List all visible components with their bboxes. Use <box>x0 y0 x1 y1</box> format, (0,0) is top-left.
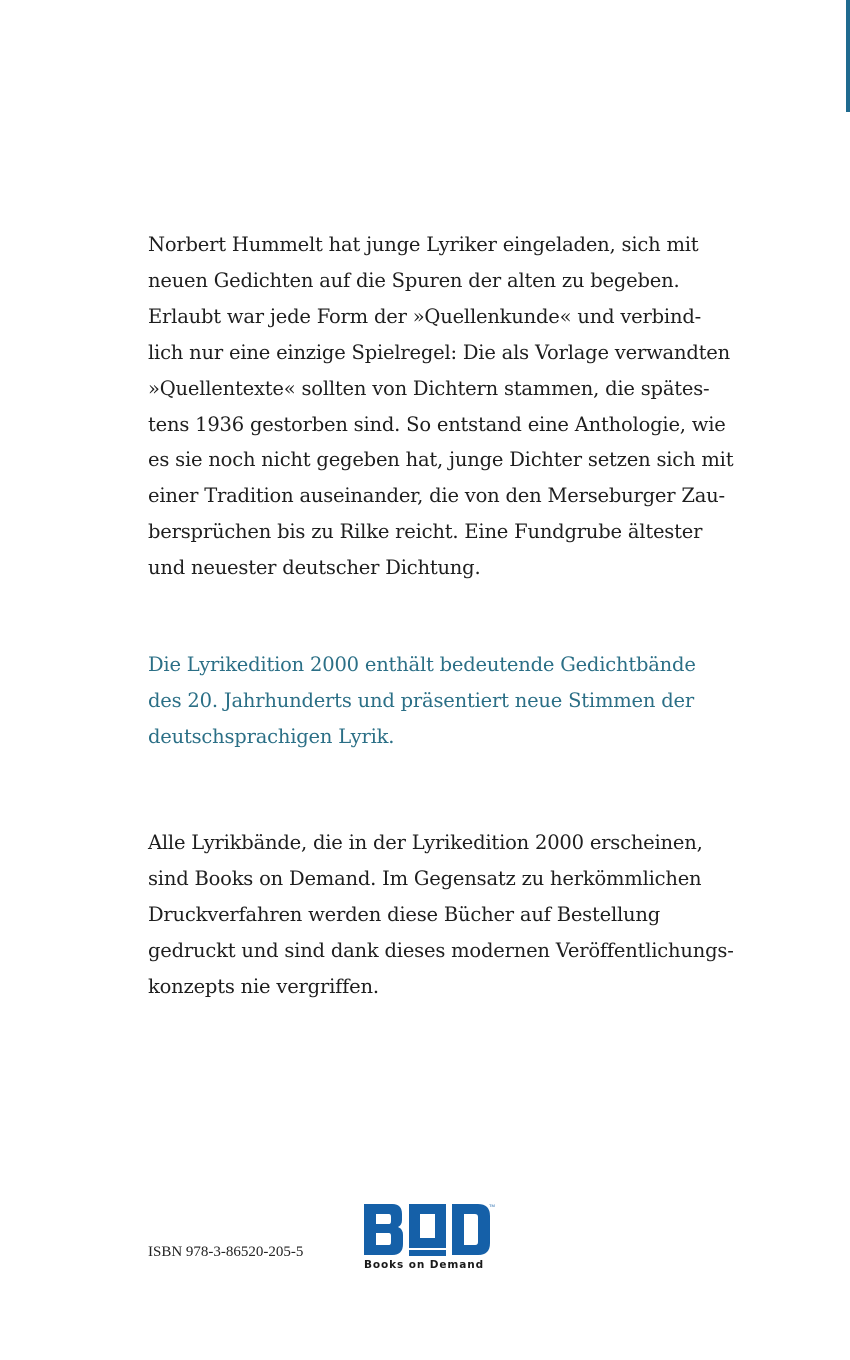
svg-text:TM: TM <box>489 1203 495 1208</box>
svg-text:Books on Demand: Books on Demand <box>364 1259 485 1271</box>
text-line: es sie noch nicht gegeben hat, junge Dichter setzen sich mit <box>148 448 734 472</box>
text-line: Erlaubt war jede Form der »Quellenkunde« und verbind- <box>148 304 701 328</box>
text-line: Alle Lyrikbände, die in der Lyrikedition 2000 erscheinen, <box>148 831 703 854</box>
isbn-label: ISBN 978-3-86520-205-5 <box>148 1244 304 1260</box>
series-note-paragraph <box>148 647 748 755</box>
text-line: einer Tradition auseinander, die von den Merseburger Zau- <box>148 484 725 508</box>
spine-edge-stripe <box>846 0 850 112</box>
text-line: Die Lyrikedition 2000 enthält bedeutende Gedichtbände <box>148 653 696 676</box>
text-line: sind Books on Demand. Im Gegensatz zu herkömmlichen <box>148 866 702 890</box>
blurb-paragraph <box>148 227 748 586</box>
text-line: Norbert Hummelt hat junge Lyriker eingeladen, sich mit <box>148 233 699 256</box>
text-line: lich nur eine einzige Spielregel: Die als Vorlage verwandten <box>148 340 730 364</box>
text-line: »Quellentexte« sollten von Dichtern stammen, die spätes- <box>148 376 710 400</box>
text-line: konzepts nie vergriffen. <box>148 974 379 998</box>
text-line: Druckverfahren werden diese Bücher auf Bestellung <box>148 902 661 926</box>
text-line: gedruckt und sind dank dieses modernen Veröffentlichungs- <box>148 938 734 962</box>
bod-note-paragraph <box>148 825 748 1005</box>
text-line: des 20. Jahrhunderts und präsentiert neue Stimmen der <box>148 688 694 712</box>
bod-logo <box>362 1200 496 1272</box>
text-line: tens 1936 gestorben sind. So entstand eine Anthologie, wie <box>148 412 726 436</box>
text-line: und neuester deutscher Dichtung. <box>148 556 481 580</box>
text-line: deutschsprachigen Lyrik. <box>148 724 395 748</box>
text-line: bersprüchen bis zu Rilke reicht. Eine Fundgrube ältester <box>148 520 703 544</box>
text-line: neuen Gedichten auf die Spuren der alten zu begeben. <box>148 268 680 292</box>
